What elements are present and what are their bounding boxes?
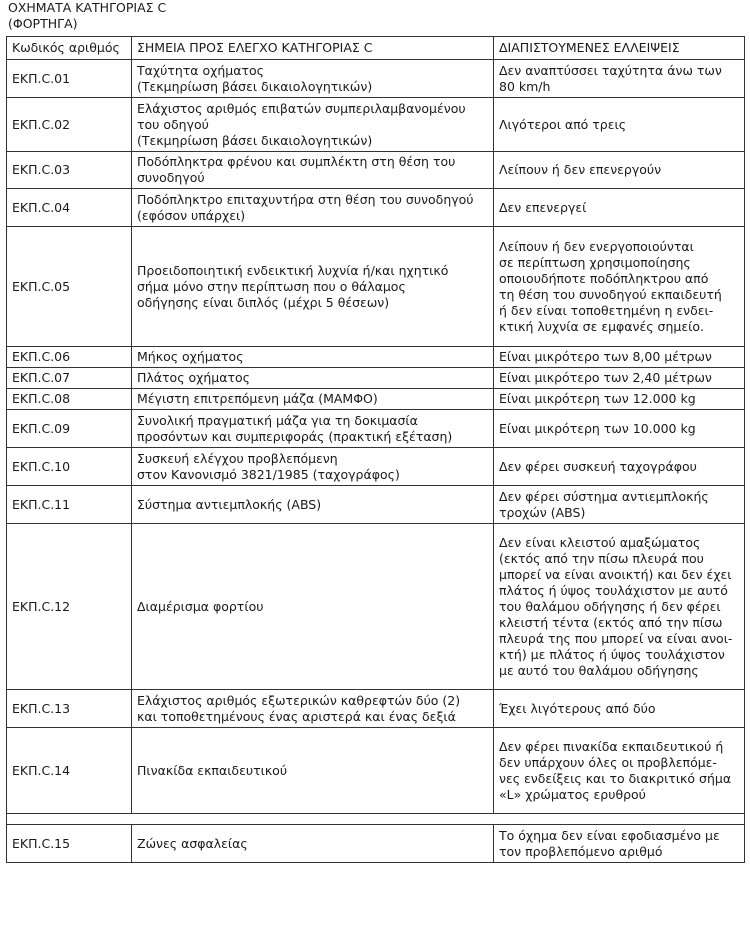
code-cell: ΕΚΠ.C.04 [7, 189, 132, 227]
table-row [7, 227, 745, 347]
code-cell: ΕΚΠ.C.07 [7, 368, 132, 389]
table-row [7, 524, 745, 690]
deficiency-cell: Έχει λιγότερους από δύο [494, 690, 745, 728]
check-point-cell: Συνολική πραγματική μάζα για τη δοκιμασία προσόντων και συμπεριφοράς (πρακτική εξέταση) [132, 410, 494, 448]
check-point-cell: Ταχύτητα οχήματος (Τεκμηρίωση βάσει δικαιολογητικών) [132, 60, 494, 98]
code-cell: ΕΚΠ.C.14 [7, 728, 132, 814]
table-row [7, 825, 745, 863]
deficiency-cell: Είναι μικρότερη των 10.000 kg [494, 410, 745, 448]
table-row [7, 347, 745, 368]
table-header-row [7, 37, 745, 60]
header-deficiencies: ΔΙΑΠΙΣΤΟΥΜΕΝΕΣ ΕΛΛΕΙΨΕΙΣ [494, 37, 745, 60]
check-point-cell: Ελάχιστος αριθμός εξωτερικών καθρεφτών δύο (2) και τοποθετημένους ένας αριστερά και ένας δεξιά [132, 690, 494, 728]
deficiency-cell: Δεν αναπτύσσει ταχύτητα άνω των 80 km/h [494, 60, 745, 98]
inspection-table [6, 36, 745, 863]
header-check-points: ΣΗΜΕΙΑ ΠΡΟΣ ΕΛΕΓΧΟ ΚΑΤΗΓΟΡΙΑΣ C [132, 37, 494, 60]
check-point-cell: Μέγιστη επιτρεπόμενη μάζα (ΜΑΜΦΟ) [132, 389, 494, 410]
code-cell: ΕΚΠ.C.08 [7, 389, 132, 410]
check-point-cell: Πινακίδα εκπαιδευτικού [132, 728, 494, 814]
check-point-cell: Μήκος οχήματος [132, 347, 494, 368]
document-title: ΟΧΗΜΑΤΑ ΚΑΤΗΓΟΡΙΑΣ C (ΦΟΡΤΗΓΑ) [8, 0, 167, 31]
table-row [7, 60, 745, 98]
code-cell: ΕΚΠ.C.10 [7, 448, 132, 486]
table-row [7, 152, 745, 189]
table-row [7, 486, 745, 524]
deficiency-cell: Δεν φέρει συσκευή ταχογράφου [494, 448, 745, 486]
code-cell: ΕΚΠ.C.11 [7, 486, 132, 524]
code-cell: ΕΚΠ.C.06 [7, 347, 132, 368]
code-cell: ΕΚΠ.C.15 [7, 825, 132, 863]
deficiency-cell: Είναι μικρότερο των 2,40 μέτρων [494, 368, 745, 389]
code-cell: ΕΚΠ.C.05 [7, 227, 132, 347]
check-point-cell: Ζώνες ασφαλείας [132, 825, 494, 863]
code-cell: ΕΚΠ.C.01 [7, 60, 132, 98]
deficiency-cell: Λιγότεροι από τρεις [494, 98, 745, 152]
code-cell: ΕΚΠ.C.09 [7, 410, 132, 448]
table-row [7, 410, 745, 448]
check-point-cell: Διαμέρισμα φορτίου [132, 524, 494, 690]
code-cell: ΕΚΠ.C.12 [7, 524, 132, 690]
check-point-cell: Πλάτος οχήματος [132, 368, 494, 389]
table-row [7, 690, 745, 728]
check-point-cell: Προειδοποιητική ενδεικτική λυχνία ή/και ηχητικό σήμα μόνο στην περίπτωση που ο θάλαμος οδήγησης είναι διπλός (μέχρι 5 θέσεων) [132, 227, 494, 347]
deficiency-cell: Λείπουν ή δεν ενεργοποιούνται σε περίπτωση χρησιμοποίησης οποιουδήποτε ποδόπληκτρου από τη θέση του συνοδηγού εκπαιδευτή ή δεν είναι τοποθετημένη η ενδει- κτική λυχνία σε εμφανές σημείο. [494, 227, 745, 347]
deficiency-cell: Δεν φέρει σύστημα αντιεμπλοκής τροχών (ABS) [494, 486, 745, 524]
deficiency-cell: Λείπουν ή δεν επενεργούν [494, 152, 745, 189]
check-point-cell: Σύστημα αντιεμπλοκής (ABS) [132, 486, 494, 524]
table-row [7, 368, 745, 389]
table-row [7, 728, 745, 814]
table-row [7, 389, 745, 410]
deficiency-cell: Δεν φέρει πινακίδα εκπαιδευτικού ή δεν υπάρχουν όλες οι προβλεπόμε- νες ενδείξεις και το διακριτικό σήμα «L» χρώματος ερυθρού [494, 728, 745, 814]
check-point-cell: Συσκευή ελέγχου προβλεπόμενη στον Κανονισμό 3821/1985 (ταχογράφος) [132, 448, 494, 486]
table-row [7, 98, 745, 152]
code-cell: ΕΚΠ.C.02 [7, 98, 132, 152]
code-cell: ΕΚΠ.C.13 [7, 690, 132, 728]
table-row [7, 448, 745, 486]
deficiency-cell: Το όχημα δεν είναι εφοδιασμένο με τον προβλεπόμενο αριθμό [494, 825, 745, 863]
deficiency-cell: Είναι μικρότερη των 12.000 kg [494, 389, 745, 410]
table-gap [7, 814, 745, 825]
check-point-cell: Ποδόπληκτρα φρένου και συμπλέκτη στη θέση του συνοδηγού [132, 152, 494, 189]
deficiency-cell: Δεν επενεργεί [494, 189, 745, 227]
table-row [7, 189, 745, 227]
header-code: Κωδικός αριθμός [7, 37, 132, 60]
table-gap-cell [7, 814, 745, 825]
deficiency-cell: Δεν είναι κλειστού αμαξώματος (εκτός από την πίσω πλευρά που μπορεί να είναι ανοικτή) και δεν έχει πλάτος ή ύψος τουλάχιστον με αυτό του θαλάμου οδήγησης ή δεν φέρει κλειστή τέντα (εκτός από την πίσω πλευρά της που μπορεί να είναι ανοι- κτή) με πλάτος ή ύψος τουλάχιστον με αυτό του θαλάμου οδήγησης [494, 524, 745, 690]
check-point-cell: Ελάχιστος αριθμός επιβατών συμπεριλαμβανομένου του οδηγού (Τεκμηρίωση βάσει δικαιολογητικών) [132, 98, 494, 152]
check-point-cell: Ποδόπληκτρο επιταχυντήρα στη θέση του συνοδηγού (εφόσον υπάρχει) [132, 189, 494, 227]
code-cell: ΕΚΠ.C.03 [7, 152, 132, 189]
deficiency-cell: Είναι μικρότερο των 8,00 μέτρων [494, 347, 745, 368]
